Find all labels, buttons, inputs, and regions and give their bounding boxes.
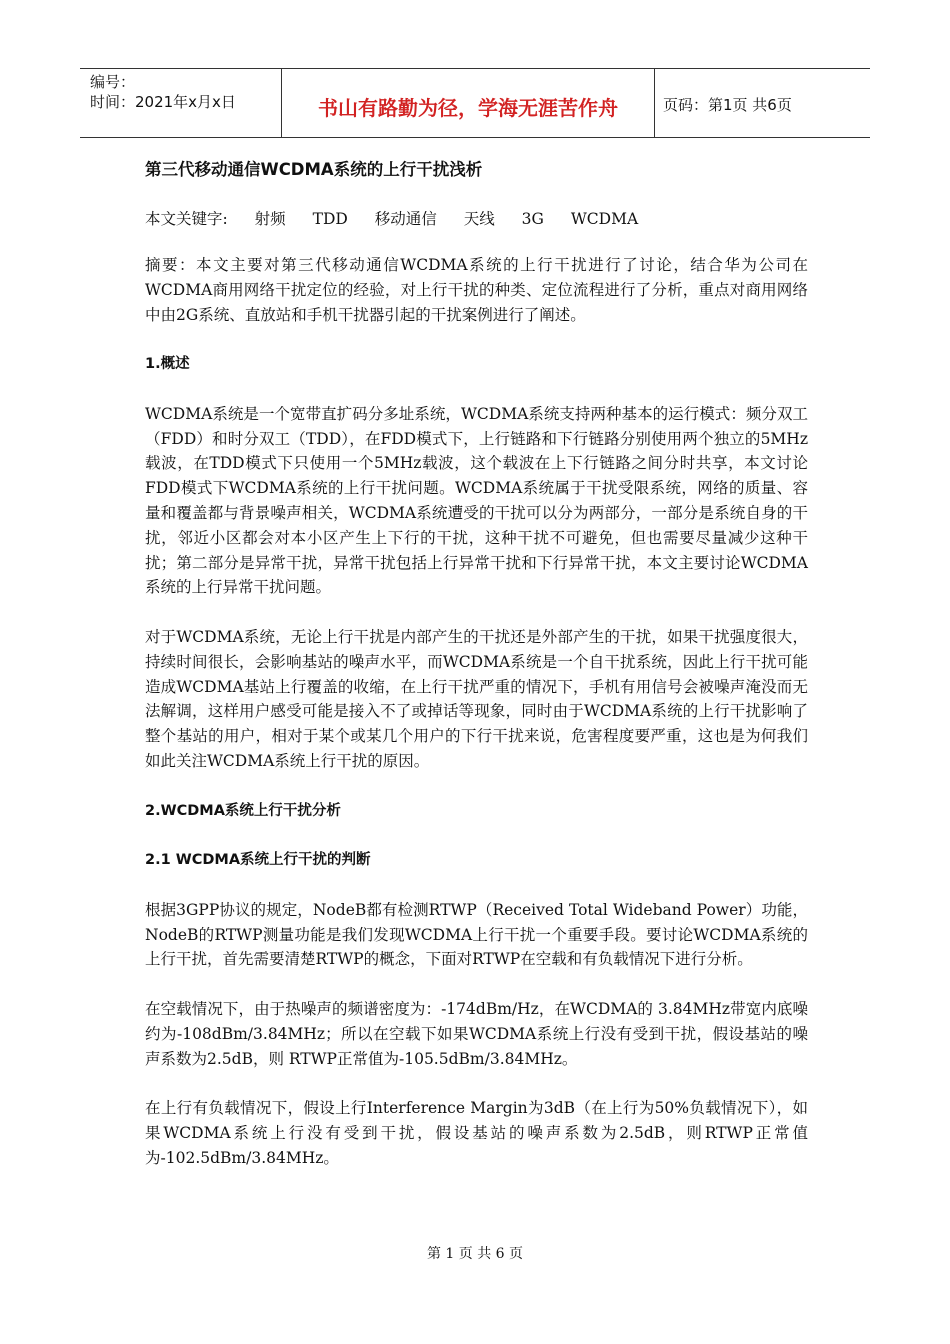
- section-2-1-paragraph-1: 根据3GPP协议的规定，NodeB都有检测RTWP（Received Total Wideband Power）功能，NodeB的RTWP测量功能是我们发现WCDMA上行干扰一个重要手段。要讨论WCDMA系统的上行干扰，首先需要清楚RTWP的概念，下面对RTWP在空载和有负载情况下进行分析。: [145, 900, 808, 969]
- section-heading-1: 1.概述: [145, 356, 190, 373]
- keyword: 天线: [463, 210, 495, 228]
- document-body: [145, 156, 808, 1195]
- header-motto-cell: [282, 69, 655, 137]
- date-label: 时间：2021年x月x日: [90, 93, 236, 111]
- keyword: WCDMA: [570, 210, 639, 228]
- keyword: 射频: [254, 210, 286, 228]
- document-title: 第三代移动通信WCDMA系统的上行干扰浅析: [145, 160, 483, 179]
- footer-page-number: 第 1 页 共 6 页: [426, 1246, 524, 1262]
- section-heading-2-1: 2.1 WCDMA系统上行干扰的判断: [145, 852, 371, 869]
- motto-text: 书山有路勤为径，学海无涯苦作舟: [318, 95, 618, 120]
- header-page-cell: [655, 69, 870, 137]
- section-1-paragraph-2: 对于WCDMA系统，无论上行干扰是内部产生的干扰还是外部产生的干扰，如果干扰强度很大，持续时间很长，会影响基站的噪声水平，而WCDMA系统是一个自干扰系统，因此上行干扰可能造成WCDMA基站上行覆盖的收缩，在上行干扰严重的情况下，手机有用信号会被噪声淹没而无法解调，这样用户感受可能是接入不了或掉话等现象，同时由于WCDMA系统的上行干扰影响了整个基站的用户，相对于某个或某几个用户的下行干扰来说，危害程度要严重，这也是为何我们如此关注WCDMA系统上行干扰的原因。: [145, 627, 808, 770]
- section-1-paragraph-1: WCDMA系统是一个宽带直扩码分多址系统，WCDMA系统支持两种基本的运行模式：频分双工（FDD）和时分双工（TDD），在FDD模式下，上行链路和下行链路分别使用两个独立的5MHz载波，在TDD模式下只使用一个5MHz载波，这个载波在上下行链路之间分时共享，本文讨论FDD模式下WCDMA系统的上行干扰问题。WCDMA系统属于干扰受限系统，网络的质量、容量和覆盖都与背景噪声相关，WCDMA系统遭受的干扰可以分为两部分，一部分是系统自身的干扰，邻近小区都会对本小区产生上下行的干扰，这种干扰不可避免，但也需要尽量减少这种干扰；第二部分是异常干扰，异常干扰包括上行异常干扰和下行异常干扰，本文主要讨论WCDMA系统的上行异常干扰问题。: [145, 404, 808, 597]
- keywords-label: 本文关键字:: [145, 210, 228, 228]
- page-footer: [0, 1244, 950, 1264]
- section-heading-2: 2.WCDMA系统上行干扰分析: [145, 802, 341, 819]
- keyword: 3G: [521, 210, 544, 228]
- code-label: 编号：: [90, 73, 136, 91]
- section-2-1-paragraph-3: 在上行有负载情况下，假设上行Interference Margin为3dB（在上行为50%负载情况下），如果WCDMA系统上行没有受到干扰，假设基站的噪声系数为2.5dB，则RTWP正常值为-102.5dBm/3.84MHz。: [145, 1099, 808, 1167]
- header-meta-cell: [80, 69, 282, 137]
- keyword: 移动通信: [374, 210, 437, 228]
- keywords-line: [145, 206, 808, 232]
- keyword: TDD: [312, 210, 348, 228]
- page-info: 页码：第1页 共6页: [663, 95, 792, 114]
- section-2-1-paragraph-2: 在空载情况下，由于热噪声的频谱密度为：-174dBm/Hz，在WCDMA的 3.84MHz带宽内底噪约为-108dBm/3.84MHz；所以在空载下如果WCDMA系统上行没有受到干扰，假设基站的噪声系数为2.5dB，则 RTWP正常值为-105.5dBm/3.84MHz。: [145, 999, 808, 1068]
- header-table: [80, 68, 870, 138]
- abstract-paragraph: 摘要：本文主要对第三代移动通信WCDMA系统的上行干扰进行了讨论，结合华为公司在WCDMA商用网络干扰定位的经验，对上行干扰的种类、定位流程进行了分析，重点对商用网络中由2G系统、直放站和手机干扰器引起的干扰案例进行了阐述。: [145, 256, 808, 324]
